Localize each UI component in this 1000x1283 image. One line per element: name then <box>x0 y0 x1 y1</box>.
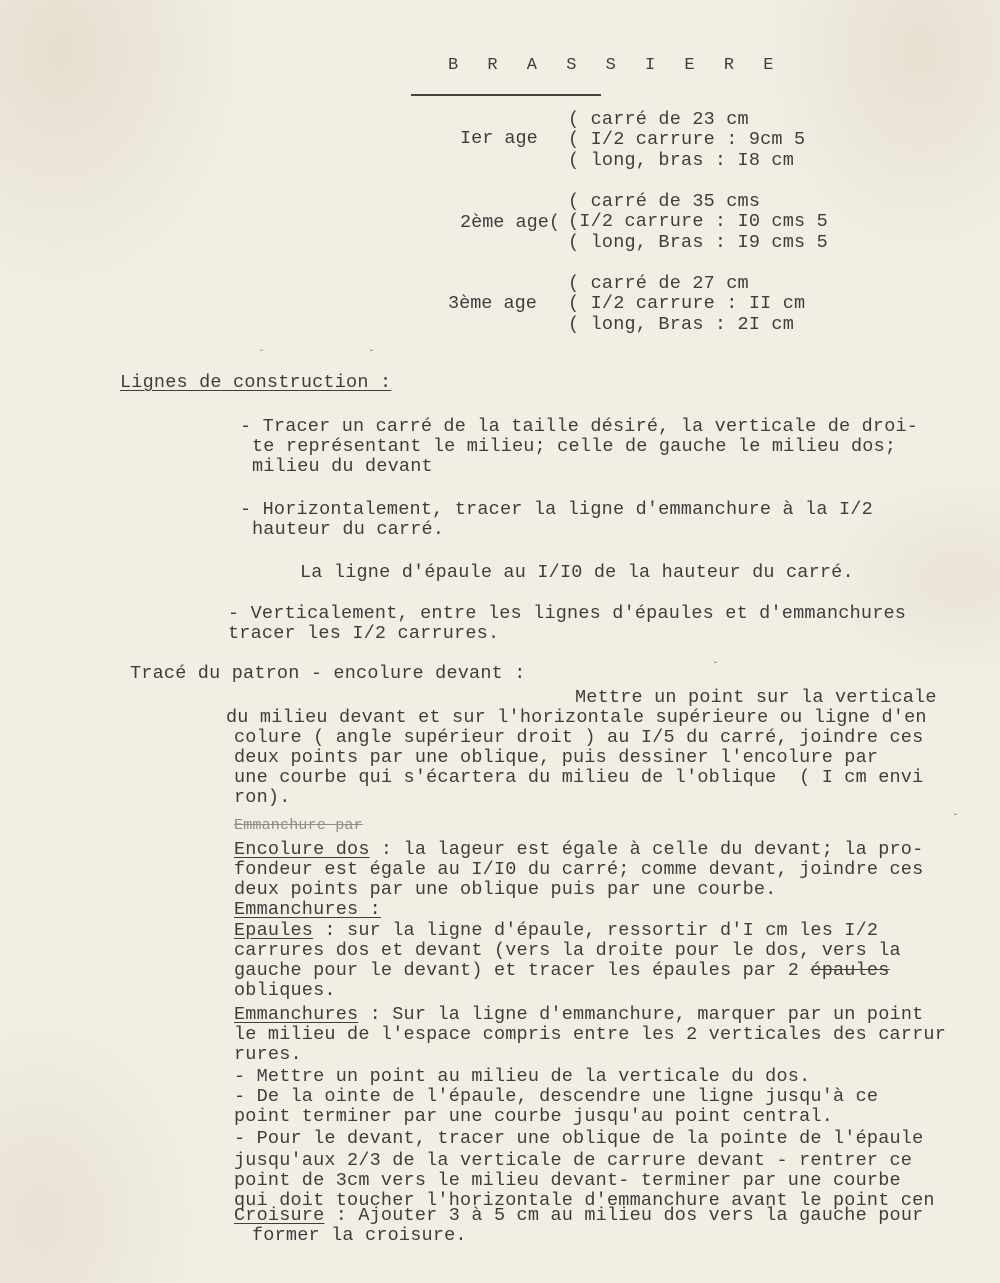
emmanchures-2-line-2: le milieu de l'espace compris entre les 2 verticales des carrur <box>234 1024 947 1045</box>
trace-p1-line-3: colure ( angle supérieur droit ) au I/5 du carré, joindre ces <box>234 727 924 748</box>
age-1-label: Ier age <box>460 128 538 149</box>
emmanchures-2-line-1 <box>234 1005 923 1025</box>
croisure-label: Croisure <box>234 1205 325 1226</box>
bullet-line-3: point terminer par une courbe jusqu'au point central. <box>234 1106 833 1127</box>
age-1-line-3: ( long, bras : I8 cm <box>568 150 795 171</box>
construction-p3: La ligne d'épaule au I/I0 de la hauteur du carré. <box>300 562 854 583</box>
emmanchures-heading: Emmanchures : <box>234 899 381 920</box>
stray-mark: ˇ <box>258 348 266 362</box>
age-2-line-1: ( carré de 35 cms <box>568 191 761 212</box>
construction-p4-line-1: - Verticalement, entre les lignes d'épaules et d'emmanchures <box>228 603 907 624</box>
bullet-line-2: - De la ointe de l'épaule, descendre une ligne jusqu'à ce <box>234 1086 879 1107</box>
encolure-dos-line-3: deux points par une oblique puis par une courbe. <box>234 879 777 900</box>
document-title: B R A S S I E R E <box>448 56 783 75</box>
epaules-text: : sur la ligne d'épaule, ressortir d'I cm les I/2 <box>313 920 879 941</box>
trace-p1-line-1: Mettre un point sur la verticale <box>575 687 937 708</box>
construction-p2-line-1: - Horizontalement, tracer la ligne d'emmanchure à la I/2 <box>240 499 873 520</box>
stray-mark: ˇ <box>368 348 376 362</box>
encolure-dos-line-2: fondeur est égale au I/I0 du carré; comme devant, joindre ces <box>234 859 924 880</box>
bullet-line-7: qui doit toucher l'horizontale d'emmanchure avant le point cen <box>234 1190 935 1211</box>
encolure-dos-text: : la lageur est égale à celle du devant; la pro- <box>369 839 924 860</box>
construction-p1-line-3: milieu du devant <box>252 456 433 477</box>
emmanchures-2-label: Emmanchures <box>234 1004 359 1025</box>
epaules-line-3 <box>234 961 890 981</box>
trace-p1-line-6: ron). <box>234 787 291 808</box>
construction-p4-line-2: tracer les I/2 carrures. <box>228 623 500 644</box>
stray-mark: ˇ <box>952 812 960 826</box>
trace-p1-line-4: deux points par une oblique, puis dessiner l'encolure par <box>234 747 879 768</box>
age-1-line-1: ( carré de 23 cm <box>568 109 749 130</box>
construction-p1-line-2: te représentant le milieu; celle de gauche le milieu dos; <box>252 436 897 457</box>
age-3-line-3: ( long, Bras : 2I cm <box>568 314 795 335</box>
bullet-line-5: jusqu'aux 2/3 de la verticale de carrure devant - rentrer ce <box>234 1150 913 1171</box>
epaules-struck-word: épaules <box>810 960 890 981</box>
emmanchures-2-text: : Sur la ligne d'emmanchure, marquer par un point <box>358 1004 924 1025</box>
emmanchures-2-line-3: rures. <box>234 1044 302 1065</box>
epaules-line-4: obliques. <box>234 980 336 1001</box>
age-2-line-2: (I/2 carrure : I0 cms 5 <box>568 211 828 232</box>
encolure-dos-line-1 <box>234 840 923 860</box>
construction-p2-line-2: hauteur du carré. <box>252 519 445 540</box>
bullet-line-4: - Pour le devant, tracer une oblique de la pointe de l'épaule <box>234 1128 924 1149</box>
age-1-line-2: ( I/2 carrure : 9cm 5 <box>568 129 806 150</box>
croisure-line-1 <box>234 1206 923 1226</box>
trace-p1-line-2: du milieu devant et sur l'horizontale supérieure ou ligne d'en <box>226 707 927 728</box>
epaules-label: Epaules <box>234 920 314 941</box>
epaules-line-2: carrures dos et devant (vers la droite pour le dos, vers la <box>234 940 901 961</box>
bullet-line-1: - Mettre un point au milieu de la verticale du dos. <box>234 1066 811 1087</box>
croisure-line-2: former la croisure. <box>252 1225 467 1246</box>
croisure-text: : Ajouter 3 à 5 cm au milieu dos vers la gauche pour <box>324 1205 924 1226</box>
epaules-line-3-text: gauche pour le devant) et tracer les épaules par 2 <box>234 960 811 981</box>
stray-mark: ˇ <box>712 660 720 674</box>
age-3-line-1: ( carré de 27 cm <box>568 273 749 294</box>
struck-heading: Emmanchure par <box>234 817 363 834</box>
age-2-label: 2ème age( <box>460 212 560 233</box>
trace-heading: Tracé du patron - encolure devant : <box>130 663 526 684</box>
title-rule <box>411 94 601 96</box>
age-3-label: 3ème age <box>448 293 537 314</box>
construction-heading: Lignes de construction : <box>120 372 392 393</box>
construction-p1-line-1: - Tracer un carré de la taille désiré, la verticale de droi- <box>240 416 919 437</box>
epaules-line-1 <box>234 921 878 941</box>
encolure-dos-label: Encolure dos <box>234 839 370 860</box>
age-2-line-3: ( long, Bras : I9 cms 5 <box>568 232 828 253</box>
trace-p1-line-5: une courbe qui s'écartera du milieu de l'oblique ( I cm envi <box>234 767 924 788</box>
age-3-line-2: ( I/2 carrure : II cm <box>568 293 806 314</box>
bullet-line-6: point de 3cm vers le milieu devant- terminer par une courbe <box>234 1170 901 1191</box>
